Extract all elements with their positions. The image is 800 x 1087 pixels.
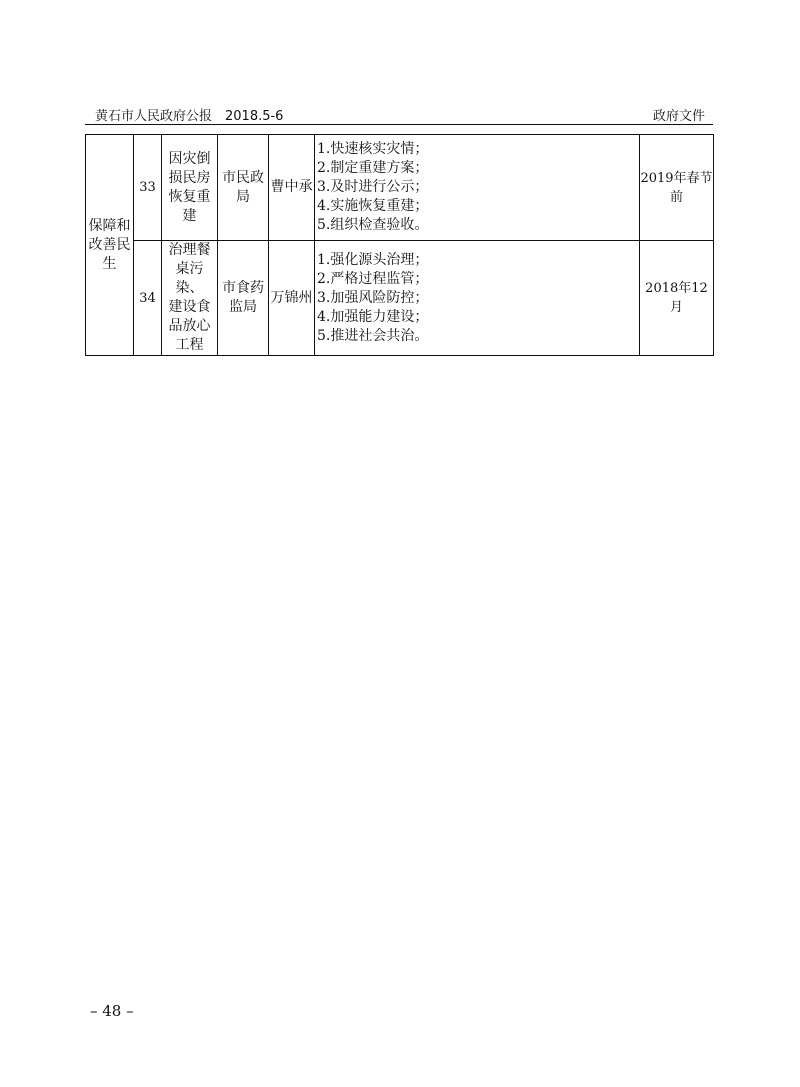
deadline-cell — [640, 135, 714, 241]
category-cell — [86, 135, 134, 356]
project-line: 建 — [182, 207, 197, 224]
deadline-line: 前 — [669, 189, 683, 205]
deadline-line: 2019年春节 — [640, 170, 713, 186]
department-cell — [218, 135, 269, 241]
task-table — [85, 134, 714, 356]
table-row — [86, 241, 714, 356]
page-number: – 48 – — [90, 1002, 134, 1020]
tasks-cell — [315, 135, 640, 241]
table-row — [86, 135, 714, 241]
project-line: 桌污染、 — [175, 261, 204, 296]
header-rule — [85, 124, 713, 125]
task-item: 1.快速核实灾情； — [317, 141, 429, 157]
project-line: 治理餐 — [168, 242, 211, 258]
project-line: 损民房 — [168, 169, 211, 186]
deadline-line: 2018年12月 — [645, 281, 708, 315]
deadline-cell — [640, 241, 714, 356]
project-line: 品放心 — [168, 318, 211, 334]
project-cell — [162, 135, 218, 241]
leader-cell: 曹中承 — [269, 135, 315, 241]
department-line: 监局 — [229, 299, 257, 315]
task-item: 5.推进社会共治。 — [317, 327, 429, 344]
page-header — [85, 102, 713, 124]
project-cell — [162, 241, 218, 356]
task-item: 4.加强能力建设； — [317, 308, 429, 325]
row-number: 33 — [134, 135, 162, 241]
category-line: 生 — [102, 255, 117, 272]
tasks-cell — [315, 241, 640, 356]
department-line: 局 — [236, 188, 250, 205]
project-line: 工程 — [175, 337, 204, 353]
department-line: 市食药 — [222, 280, 264, 296]
task-item: 4.实施恢复重建； — [317, 198, 429, 214]
task-item: 2.制定重建方案； — [317, 160, 429, 176]
row-number: 34 — [134, 241, 162, 356]
project-line: 因灾倒 — [168, 150, 211, 167]
department-cell — [218, 241, 269, 356]
project-line: 建设食 — [168, 299, 211, 315]
department-line: 市民政 — [222, 169, 264, 186]
category-line: 改善民 — [88, 236, 131, 253]
task-item: 1.强化源头治理； — [317, 251, 429, 268]
project-line: 恢复重 — [168, 188, 211, 205]
task-item: 2.严格过程监管； — [317, 270, 429, 287]
task-item: 3.及时进行公示； — [317, 179, 429, 195]
leader-cell: 万锦州 — [269, 241, 315, 356]
task-item: 5.组织检查验收。 — [317, 217, 429, 233]
task-item: 3.加强风险防控； — [317, 289, 429, 306]
publication-title: 黄石市人民政府公报 2018.5-6 — [95, 109, 284, 124]
section-label: 政府文件 — [652, 109, 705, 124]
category-line: 保障和 — [88, 217, 131, 234]
